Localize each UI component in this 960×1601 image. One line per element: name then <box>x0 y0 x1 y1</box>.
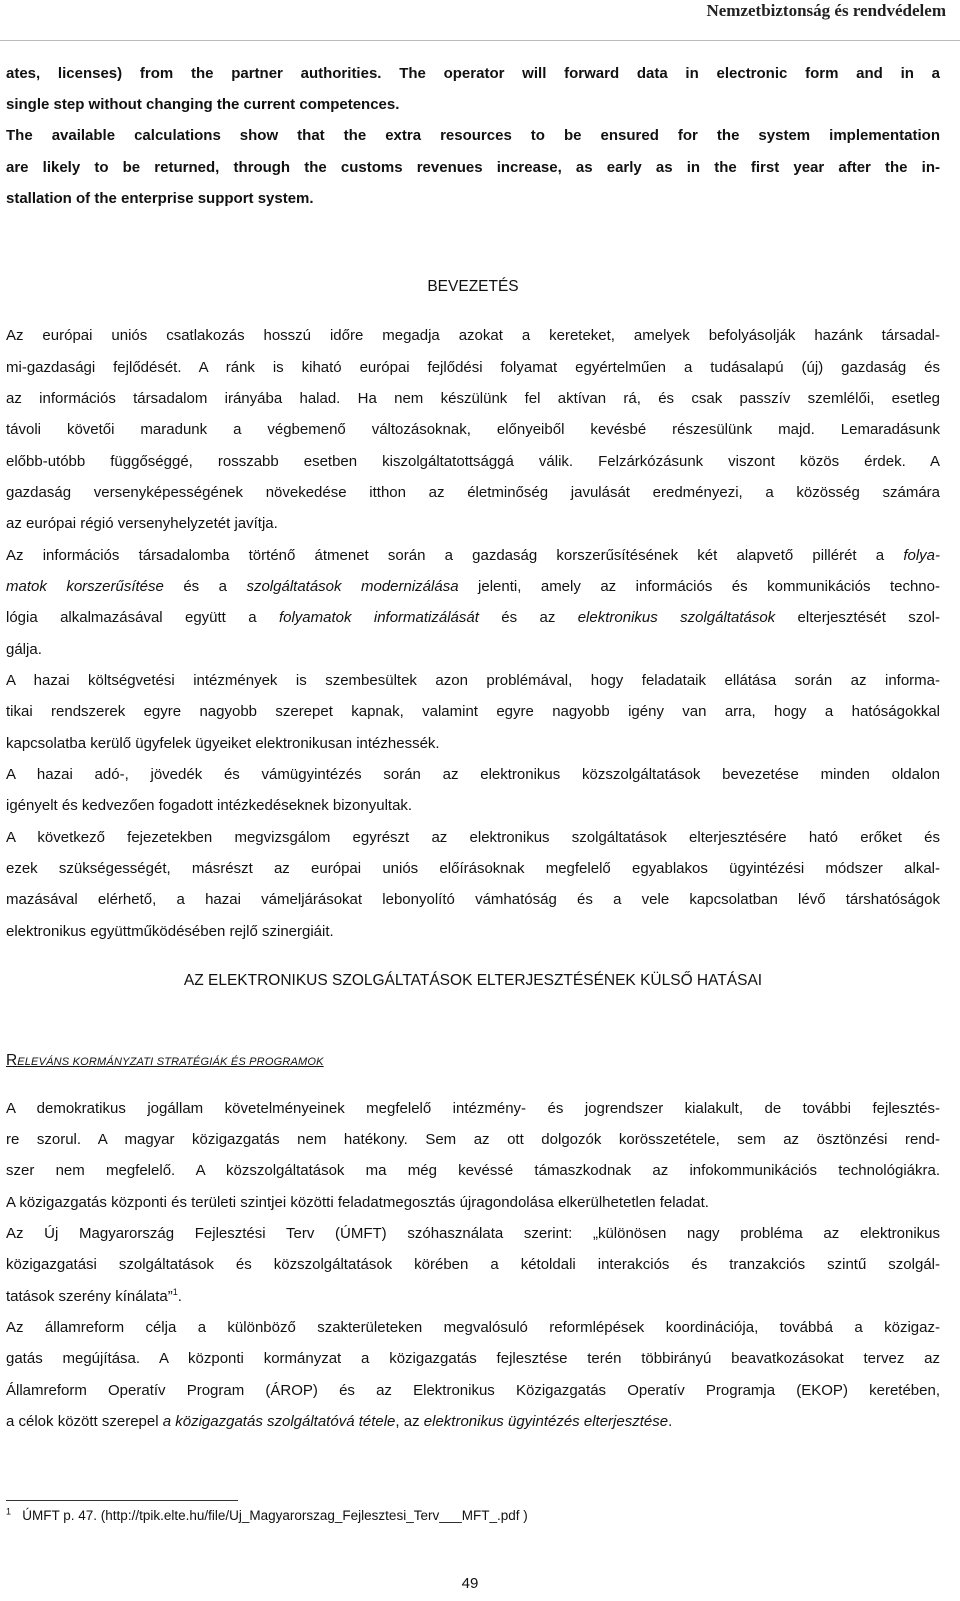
italic-run: elektronikus szolgáltatások <box>577 609 776 626</box>
text-run: elterjesztését szol- <box>775 609 940 626</box>
body-line <box>6 571 940 602</box>
body-line: Államreform Operatív Program (ÁROP) és az Elektronikus Közigazgatás Operatív Programja (EKOP) keretében, <box>6 1382 940 1399</box>
italic-run: matok korszerűsítése <box>6 578 164 595</box>
footnote-text: ÚMFT p. 47. (http://tpik.elte.hu/file/Uj_Magyarorszag_Fejlesztesi_Terv___MFT_.pdf ) <box>22 1508 528 1523</box>
body-line <box>6 1281 940 1312</box>
body-line: az európai régió versenyhelyzetét javítja. <box>6 515 278 532</box>
body-line: mazásával elérhető, a hazai vámeljárásokat lebonyolító vámhatóság és a vele kapcsolatban lévő társhatóságok <box>6 891 940 908</box>
text-run: a célok között szerepel <box>6 1413 163 1430</box>
body-line: A közigazgatás központi és területi szintjei közötti feladatmegosztás újragondolása elkerülhetetlen feladat. <box>6 1194 709 1211</box>
body-line: közigazgatási szolgáltatások és közszolgáltatások körében a kétoldali interakciós és tranzakciós szintű szolgál- <box>6 1256 940 1273</box>
body-line: ezek szükségességét, másrészt az európai uniós előírásoknak megfelelő egyablakos ügyintézési módszer alkal- <box>6 860 940 877</box>
body-line: A hazai költségvetési intézmények is szembesültek azon problémával, hogy feladataik ellátása során az informa- <box>6 672 940 689</box>
footnote-number: 1 <box>6 1506 12 1517</box>
abstract-line: The available calculations show that the extra resources to be ensured for the system implementation <box>6 127 940 144</box>
body-line: Az államreform célja a különböző szakterületeken megvalósuló reformlépések koordinációja, továbbá a közigaz- <box>6 1319 940 1336</box>
body-line: A hazai adó-, jövedék és vámügyintézés során az elektronikus közszolgáltatások bevezetése minden oldalon <box>6 766 940 783</box>
footnote-divider <box>6 1500 238 1501</box>
italic-run: a közigazgatás szolgáltatóvá tétele <box>162 1413 396 1430</box>
italic-run: folya- <box>903 547 940 564</box>
running-header <box>0 0 960 41</box>
text-run: jelenti, amely az információs és kommunikációs techno- <box>458 578 940 595</box>
body-line: gatás megújítása. A központi kormányzat a közigazgatás fejlesztése terén többirányú beavatkozásokat tervez az <box>6 1350 940 1367</box>
body-line: gálja. <box>6 641 42 658</box>
footnote <box>6 1508 528 1523</box>
italic-run: folyamatok informatizálását <box>278 609 479 626</box>
text-run: , az <box>395 1413 424 1430</box>
body-line: távoli követői maradunk a végbemenő változásoknak, előnyeiből kevésbé részesülünk majd. Lemaradásunk <box>6 421 940 438</box>
body-line: Az európai uniós csatlakozás hosszú időre megadja azokat a kereteket, amelyek befolyásolják hazánk társadal- <box>6 327 940 344</box>
body-line: elektronikus együttműködésében rejlő szinergiáit. <box>6 923 334 940</box>
body-line: előbb-utóbb függőséggé, rosszabb esetben kiszolgáltatottsággá válik. Felzárkózásunk viszont közös érdek. A <box>6 453 940 470</box>
abstract-line: stallation of the enterprise support system. <box>6 190 314 207</box>
body-line: gazdaság versenyképességének növekedése itthon az életminőség javulását eredményezi, a közösség számára <box>6 484 940 501</box>
journal-title: Nemzetbiztonság és rendvédelem <box>706 1 946 20</box>
abstract-line: are likely to be returned, through the customs revenues increase, as early as in the first year after the in- <box>6 159 940 176</box>
text-run: Az információs társadalomba történő átmenet során a gazdaság korszerűsítésének két alapvető pillérét a <box>6 547 904 564</box>
subheading-initial: R <box>6 1052 18 1069</box>
body-line <box>6 540 940 571</box>
text-run: és az <box>478 609 578 626</box>
subheading-rest: ELEVÁNS KORMÁNYZATI STRATÉGIÁK ÉS PROGRAMOK <box>17 1056 324 1068</box>
footnote-ref[interactable]: 1 <box>172 1287 178 1297</box>
text-run: tatások szerény kínálata” <box>6 1288 173 1305</box>
body-line: Az Új Magyarország Fejlesztési Terv (ÚMFT) szóhasználata szerint: „különösen nagy probléma az elektronikus <box>6 1225 940 1242</box>
text-run: lógia alkalmazásával együtt a <box>6 609 279 626</box>
subsection-heading <box>6 1052 324 1070</box>
italic-run: elektronikus ügyintézés elterjesztése <box>423 1413 669 1430</box>
text-run: és a <box>163 578 247 595</box>
body-line: mi-gazdasági fejlődését. A ránk is kiható európai fejlődési folyamat egyértelműen a tudásalapú (új) gazdaság és <box>6 359 940 376</box>
abstract-line: ates, licenses) from the partner authorities. The operator will forward data in electronic form and in a <box>6 65 940 82</box>
body-line <box>6 1406 940 1437</box>
body-line: kapcsolatba kerülő ügyfelek ügyeiket elektronikusan intézhessék. <box>6 735 440 752</box>
body-line: A következő fejezetekben megvizsgálom egyrészt az elektronikus szolgáltatások elterjesztésére ható erőket és <box>6 829 940 846</box>
body-line: igényelt és kedvezően fogadott intézkedéseknek bizonyultak. <box>6 797 413 814</box>
italic-run: szolgáltatások modernizálása <box>246 578 459 595</box>
page-number: 49 <box>461 1575 479 1592</box>
body-line: az információs társadalom irányába halad. Ha nem készülünk fel aktívan rá, és csak passzív szemlélői, esetleg <box>6 390 940 407</box>
section-heading-bevezetes: BEVEZETÉS <box>427 278 519 295</box>
body-line: tikai rendszerek egyre nagyobb szerepet kapnak, valamint egyre nagyobb igény van arra, hogy a hatóságokkal <box>6 703 940 720</box>
body-line: A demokratikus jogállam követelményeinek megfelelő intézmény- és jogrendszer kialakult, de további fejlesztés- <box>6 1100 940 1117</box>
text-run: . <box>668 1413 673 1430</box>
abstract-line: single step without changing the current competences. <box>6 96 400 113</box>
section-heading-external-effects: AZ ELEKTRONIKUS SZOLGÁLTATÁSOK ELTERJESZTÉSÉNEK KÜLSŐ HATÁSAI <box>183 972 763 989</box>
body-line <box>6 602 940 633</box>
text-run: . <box>177 1288 182 1305</box>
body-line: szer nem megfelelő. A közszolgáltatások ma még kevéssé támaszkodnak az infokommunikációs technológiákra. <box>6 1162 940 1179</box>
body-line: re szorul. A magyar közigazgatás nem hatékony. Sem az ott dolgozók korösszetétele, sem az ösztönzési rend- <box>6 1131 940 1148</box>
